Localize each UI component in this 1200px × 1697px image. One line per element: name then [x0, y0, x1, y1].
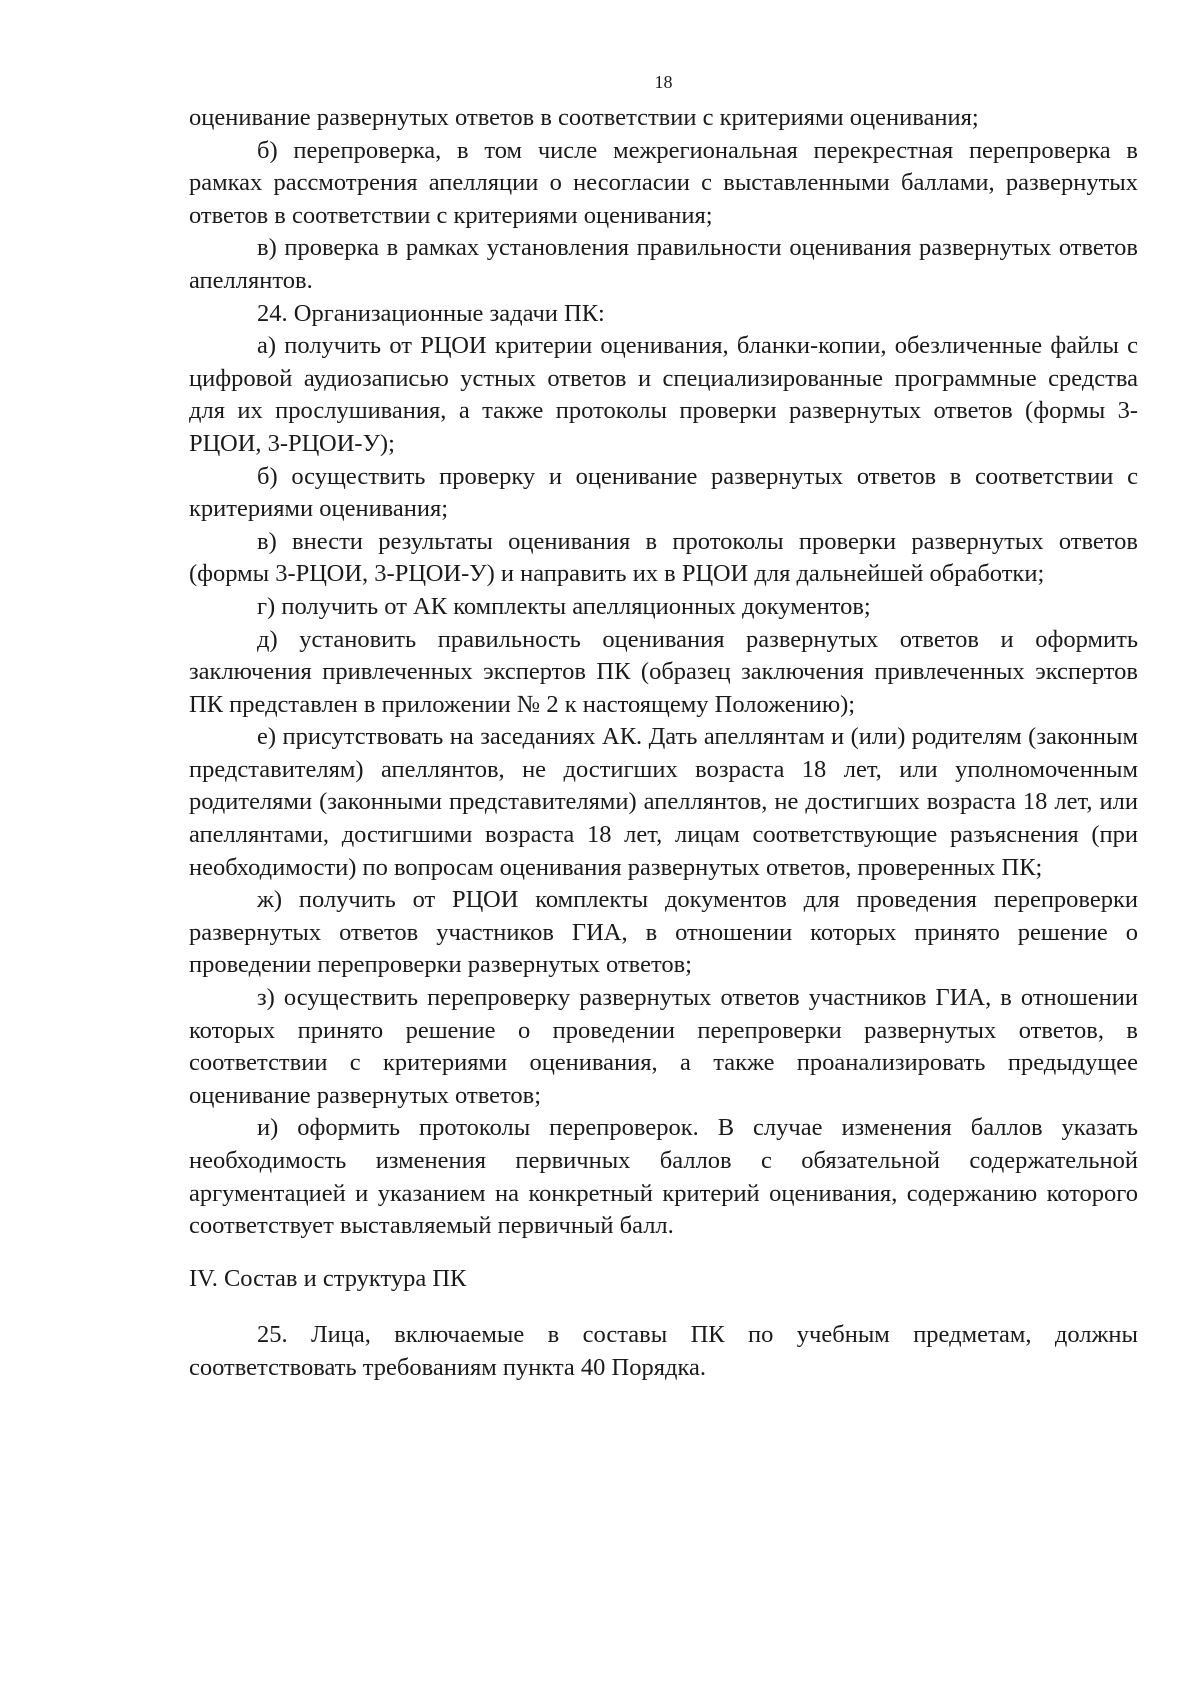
paragraph-24-item-d: д) установить правильность оценивания развернутых ответов и оформить заключения привлеченных экспертов ПК (образец заключения привлеченных экспертов ПК представлен в приложении № 2 к настоящему Положению);: [189, 625, 1138, 718]
paragraph-24-item-g: г) получить от АК комплекты апелляционных документов;: [257, 592, 871, 620]
page-number: 18: [654, 72, 673, 92]
paragraph-item-b: б) перепроверка, в том числе межрегиональная перекрестная перепроверка в рамках рассмотрения апелляции о несогласии с выставленными баллами, развернутых ответов в соответствии с критериями оценивания;: [189, 136, 1138, 229]
paragraph-24-heading: 24. Организационные задачи ПК:: [257, 299, 605, 327]
paragraph-24-item-v: в) внести результаты оценивания в протоколы проверки развернутых ответов (формы 3-РЦОИ, 3-РЦОИ-У) и направить их в РЦОИ для дальнейшей обработки;: [189, 527, 1138, 588]
paragraph-24-item-b: б) осуществить проверку и оценивание развернутых ответов в соответствии с критериями оценивания;: [189, 462, 1138, 523]
paragraph-24-item-a: а) получить от РЦОИ критерии оценивания, бланки-копии, обезличенные файлы с цифровой аудиозаписью устных ответов и специализированные программные средства для их прослушивания, а также протоколы проверки развернутых ответов (формы 3-РЦОИ, 3-РЦОИ-У);: [189, 332, 1138, 457]
paragraph-24-item-z: з) осуществить перепроверку развернутых ответов участников ГИА, в отношении которых принято решение о проведении перепроверки развернутых ответов, в соответствии с критериями оценивания, а также проанализировать предыдущее оценивание развернутых ответов;: [189, 984, 1138, 1109]
paragraph-24-item-e: е) присутствовать на заседаниях АК. Дать апеллянтам и (или) родителям (законным представителям) апеллянтов, не достигших возраста 18 лет, или уполномоченным родителями (законными представителями) апеллянтов, не достигших возраста 18 лет, или апеллянтами, достигшими возраста 18 лет, лицам соответствующие разъяснения (при необходимости) по вопросам оценивания развернутых ответов, проверенных ПК;: [189, 723, 1138, 881]
paragraph-25: 25. Лица, включаемые в составы ПК по учебным предметам, должны соответствовать требованиям пункта 40 Порядка.: [189, 1321, 1138, 1381]
paragraph-24-item-i: и) оформить протоколы перепроверок. В случае изменения баллов указать необходимость изменения первичных баллов с обязательной содержательной аргументацией и указанием на конкретный критерий оценивания, содержанию которого соответствует выставляемый первичный балл.: [189, 1114, 1138, 1240]
paragraph-continuation: оценивание развернутых ответов в соответствии с критериями оценивания;: [189, 104, 979, 131]
section-heading: IV. Состав и структура ПК: [189, 1264, 467, 1292]
paragraph-item-v: в) проверка в рамках установления правильности оценивания развернутых ответов апеллянтов.: [189, 234, 1138, 294]
paragraph-24-item-zh: ж) получить от РЦОИ комплекты документов для проведения перепроверки развернутых ответов участников ГИА, в отношении которых принято решение о проведении перепроверки развернутых ответов;: [189, 886, 1138, 979]
